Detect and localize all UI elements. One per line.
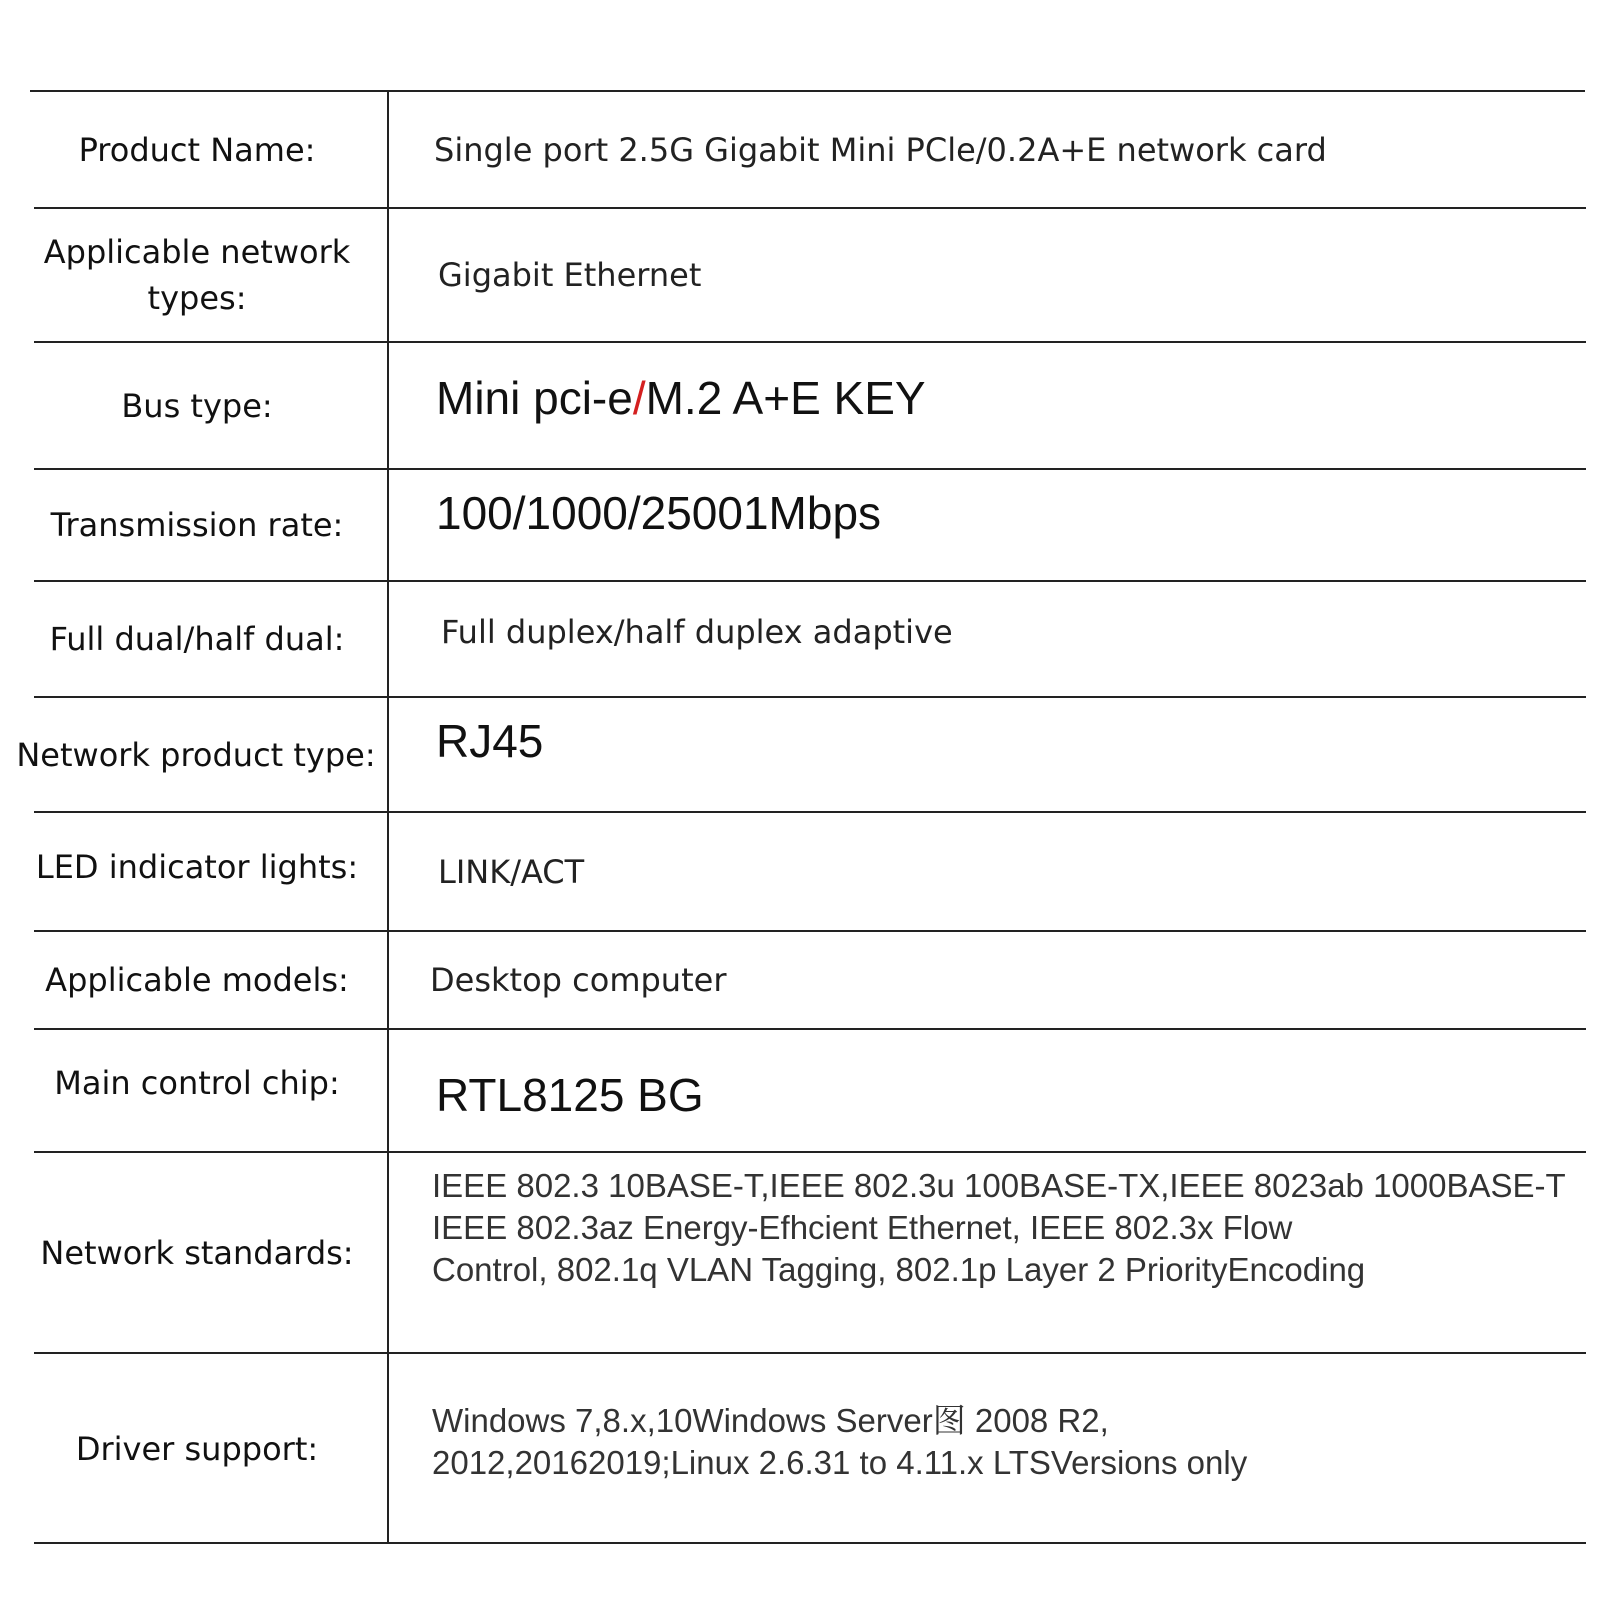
spec-value: 100/1000/25001Mbps	[436, 486, 882, 539]
spec-value: LINK/ACT	[438, 852, 585, 891]
driver-line: Windows 7,8.x,10Windows Server图 2008 R2,	[432, 1402, 1109, 1439]
bus-type-separator: /	[632, 372, 646, 424]
spec-value: Single port 2.5G Gigabit Mini PCle/0.2A+E network card	[434, 130, 1327, 169]
standards-line: IEEE 802.3az Energy-Efhcient Ethernet, IEEE 802.3x Flow	[432, 1209, 1293, 1246]
spec-label: Product Name:	[78, 130, 316, 169]
column-divider	[387, 92, 389, 1543]
spec-label: Full dual/half dual:	[49, 620, 345, 658]
driver-line: 2012,20162019;Linux 2.6.31 to 4.11.x LTSVersions only	[432, 1444, 1248, 1481]
standards-line: Control, 802.1q VLAN Tagging, 802.1p Layer 2 PriorityEncoding	[432, 1251, 1366, 1288]
spec-label: Network standards:	[40, 1233, 354, 1272]
spec-value: Full duplex/half duplex adaptive	[441, 613, 953, 651]
spec-value: Gigabit Ethernet	[438, 256, 702, 294]
spec-label: LED indicator lights:	[35, 848, 359, 886]
bus-type-primary: Mini pci-e	[436, 372, 633, 424]
spec-value	[436, 343, 1596, 453]
spec-label: Applicable network types:	[43, 233, 351, 317]
spec-value: RTL8125 BG	[436, 1069, 704, 1121]
spec-label: Applicable models:	[45, 961, 349, 999]
spec-value: Desktop computer	[430, 961, 727, 999]
spec-label: Main control chip:	[54, 1063, 340, 1102]
standards-line: IEEE 802.3 10BASE-T,IEEE 802.3u 100BASE-TX,IEEE 8023ab 1000BASE-T	[432, 1167, 1566, 1204]
spec-value	[432, 1165, 1592, 1295]
spec-value: RJ45	[436, 714, 544, 767]
bus-type-secondary: M.2 A+E KEY	[645, 372, 926, 424]
spec-label: Bus type:	[121, 386, 273, 425]
spec-label: Driver support:	[75, 1430, 319, 1468]
spec-label: Transmission rate:	[50, 506, 344, 544]
spec-label: Network product type:	[16, 735, 376, 774]
spec-value	[432, 1400, 1592, 1500]
